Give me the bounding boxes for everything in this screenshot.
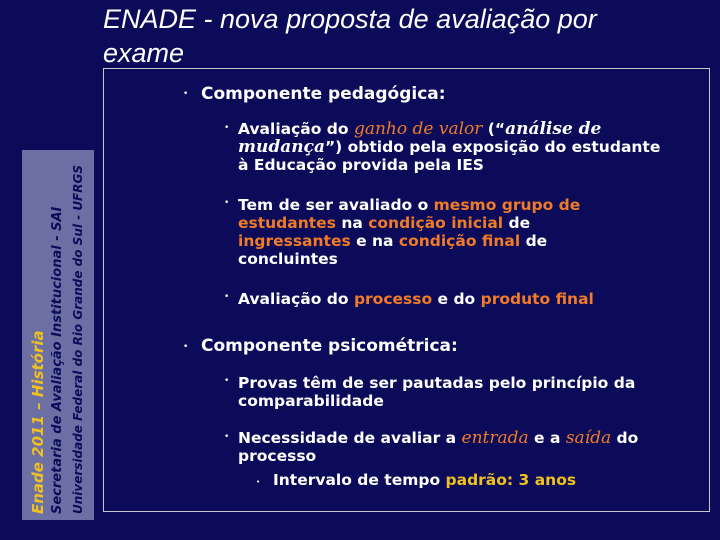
- sidebar-line-course: Enade 2011 – História: [29, 330, 47, 514]
- highlight-saida: saída: [565, 428, 612, 448]
- text: Necessidade de avaliar a: [238, 429, 462, 447]
- bullet-level2: •: [224, 376, 230, 386]
- text: e na: [350, 232, 399, 250]
- item-processo-produto: [238, 290, 678, 308]
- item-mesmo-grupo: [238, 196, 648, 268]
- bullet-level2: •: [224, 292, 230, 302]
- slide-title-line2: exame: [103, 38, 185, 68]
- highlight-analise: análise de mudança: [238, 119, 602, 157]
- text: de concluintes: [238, 232, 548, 268]
- section-heading-pedagogica: Componente pedagógica:: [201, 84, 446, 104]
- slide-title-line1: ENADE - nova proposta de avaliação por: [103, 4, 597, 34]
- slide-title: [103, 2, 720, 70]
- item-ganho-de-valor: [238, 120, 668, 174]
- text: Avaliação do: [238, 290, 354, 308]
- text: Intervalo de tempo: [273, 471, 446, 489]
- text: Provas têm de ser pautadas pelo princípio da comparabilidade: [238, 374, 636, 410]
- text: na: [335, 214, 369, 232]
- highlight-ganho: ganho de valor: [353, 119, 483, 139]
- text: de: [503, 214, 531, 232]
- highlight-condicao-inicial: condição inicial: [368, 214, 504, 232]
- highlight-ingressantes: ingressantes: [238, 232, 351, 250]
- section-heading-psicometrica: Componente psicométrica:: [201, 336, 458, 356]
- item-intervalo-tempo: [273, 471, 576, 489]
- bullet-level2: •: [224, 198, 230, 208]
- highlight-entrada: entrada: [461, 428, 529, 448]
- sidebar-banner: [22, 150, 94, 520]
- text: e a: [528, 429, 566, 447]
- sidebar-line-university: Universidade Federal do Rio Grande do Sul - UFRGS: [71, 165, 85, 514]
- text: Tem de ser avaliado o: [238, 196, 434, 214]
- sidebar-line-secretariat: Secretaria de Avaliação Institucional - SAI: [50, 206, 65, 514]
- text: do processo: [238, 429, 639, 465]
- highlight-condicao-final: condição final: [398, 232, 521, 250]
- text: e do: [432, 290, 481, 308]
- bullet-level2: •: [224, 432, 230, 442]
- highlight-produto-final: produto final: [480, 290, 594, 308]
- bullet-level1: •: [183, 89, 189, 99]
- highlight-mesmo-grupo: mesmo grupo de estudantes: [238, 196, 581, 232]
- text: ”) obtido pela exposição do estudante à Educação provida pela IES: [238, 138, 661, 174]
- bullet-level2: •: [224, 123, 230, 133]
- bullet-level1: •: [183, 342, 189, 352]
- item-comparabilidade: [238, 374, 698, 410]
- text: Avaliação do: [238, 120, 354, 138]
- highlight-processo: processo: [353, 290, 433, 308]
- item-entrada-saida: [238, 429, 688, 465]
- sidebar-text: [22, 150, 94, 520]
- highlight-padrao: padrão: 3 anos: [445, 471, 577, 489]
- text: (“: [482, 120, 506, 138]
- bullet-level3: •: [256, 478, 261, 486]
